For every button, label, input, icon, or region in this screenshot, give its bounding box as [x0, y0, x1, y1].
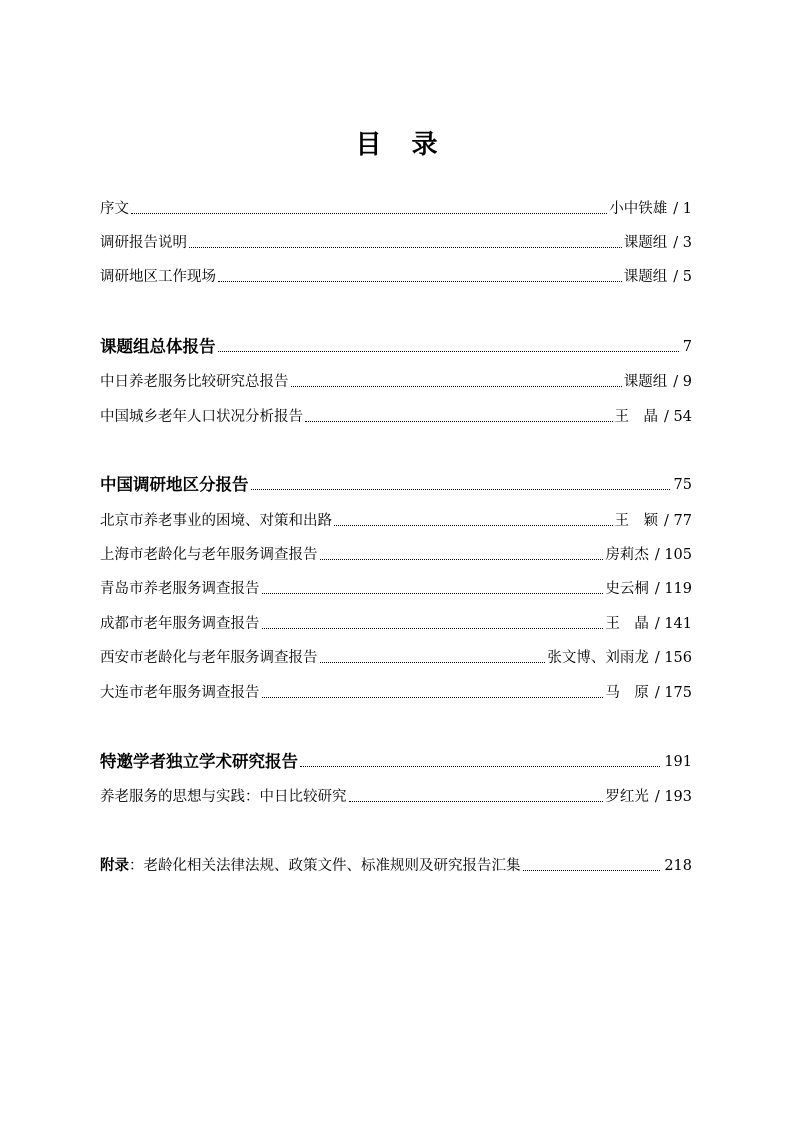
- entry-author: 史云桐: [605, 581, 649, 597]
- dot-leader: [300, 766, 660, 767]
- entry-author: 小中铁雄: [609, 201, 668, 217]
- entry-author: 王 颖: [614, 513, 659, 529]
- entry-title: 大连市老年服务调查报告: [100, 685, 260, 701]
- toc-entry-report-notes[interactable]: [100, 231, 692, 253]
- section-page: 191: [664, 754, 692, 770]
- appendix-text: ：老龄化相关法律法规、政策文件、标准规则及研究报告汇集: [129, 858, 521, 874]
- entry-title: 序文: [100, 201, 129, 217]
- toc-entry[interactable]: [100, 681, 692, 703]
- section-heading: 中国调研地区分报告: [100, 475, 249, 494]
- toc-section-invited-scholars[interactable]: [100, 750, 692, 772]
- dot-leader: [251, 489, 670, 490]
- entry-author: 课题组: [623, 235, 668, 251]
- page-title: [0, 124, 793, 161]
- entry-author: 马 原: [605, 685, 649, 701]
- toc-section-regional-reports[interactable]: [100, 473, 692, 495]
- dot-leader: [218, 281, 622, 282]
- entry-title: 成都市老年服务调查报告: [100, 616, 260, 632]
- entry-author: 王 晶: [614, 409, 659, 425]
- entry-title: 青岛市养老服务调查报告: [100, 581, 260, 597]
- entry-page: / 119: [654, 581, 692, 597]
- entry-title: 北京市养老事业的困境、对策和出路: [100, 513, 332, 529]
- dot-leader: [523, 870, 661, 871]
- toc-entry[interactable]: [100, 370, 692, 392]
- entry-author: 王 晶: [605, 616, 649, 632]
- title-char-1: 目: [355, 130, 382, 160]
- dot-leader: [320, 662, 546, 663]
- dot-leader: [291, 386, 622, 387]
- entry-title: 中日养老服务比较研究总报告: [100, 374, 289, 390]
- toc-entry[interactable]: [100, 509, 692, 531]
- dot-leader: [349, 801, 604, 802]
- dot-leader: [262, 593, 604, 594]
- entry-page: / 9: [673, 374, 692, 390]
- entry-page: / 156: [654, 650, 692, 666]
- title-char-2: 录: [411, 130, 438, 160]
- entry-title: 养老服务的思想与实践：中日比较研究: [100, 789, 347, 805]
- dot-leader: [305, 421, 613, 422]
- section-heading: 特邀学者独立学术研究报告: [100, 752, 298, 771]
- toc-entry[interactable]: [100, 785, 692, 807]
- entry-title: 西安市老龄化与老年服务调查报告: [100, 650, 318, 666]
- entry-title: 调研报告说明: [100, 235, 187, 251]
- dot-leader: [334, 525, 613, 526]
- toc-entry-appendix[interactable]: [100, 854, 692, 876]
- entry-author: 房莉杰: [605, 547, 649, 563]
- appendix-prefix: 附录: [100, 858, 129, 874]
- entry-page: / 77: [664, 513, 692, 529]
- toc-section-overall-report[interactable]: [100, 335, 692, 357]
- toc-entry[interactable]: [100, 612, 692, 634]
- entry-page: / 5: [673, 269, 692, 285]
- entry-title: 调研地区工作现场: [100, 269, 216, 285]
- dot-leader: [320, 559, 604, 560]
- entry-page: / 193: [654, 789, 692, 805]
- toc-entry[interactable]: [100, 577, 692, 599]
- toc-entry[interactable]: [100, 646, 692, 668]
- entry-author: 罗红光: [605, 789, 649, 805]
- entry-page: / 141: [654, 616, 692, 632]
- entry-page: / 105: [654, 547, 692, 563]
- entry-title: 中国城乡老年人口状况分析报告: [100, 409, 303, 425]
- entry-author: 课题组: [623, 374, 668, 390]
- entry-page: / 175: [654, 685, 692, 701]
- toc-entry-preface[interactable]: [100, 197, 692, 219]
- entry-title: 上海市老龄化与老年服务调查报告: [100, 547, 318, 563]
- section-page: 7: [682, 339, 692, 355]
- entry-page: / 3: [673, 235, 692, 251]
- toc-entry[interactable]: [100, 405, 692, 427]
- dot-leader: [262, 628, 604, 629]
- dot-leader: [218, 351, 679, 352]
- entry-page: / 54: [664, 409, 692, 425]
- section-heading: 课题组总体报告: [100, 337, 216, 356]
- dot-leader: [189, 247, 622, 248]
- appendix-title: [100, 856, 521, 876]
- dot-leader: [131, 213, 607, 214]
- appendix-page: 218: [664, 858, 692, 874]
- dot-leader: [262, 697, 604, 698]
- entry-author: 课题组: [623, 269, 668, 285]
- entry-page: / 1: [673, 201, 692, 217]
- entry-author: 张文博、刘雨龙: [547, 650, 649, 666]
- toc-entry-field-work[interactable]: [100, 265, 692, 287]
- toc-entry[interactable]: [100, 543, 692, 565]
- section-page: 75: [673, 477, 692, 493]
